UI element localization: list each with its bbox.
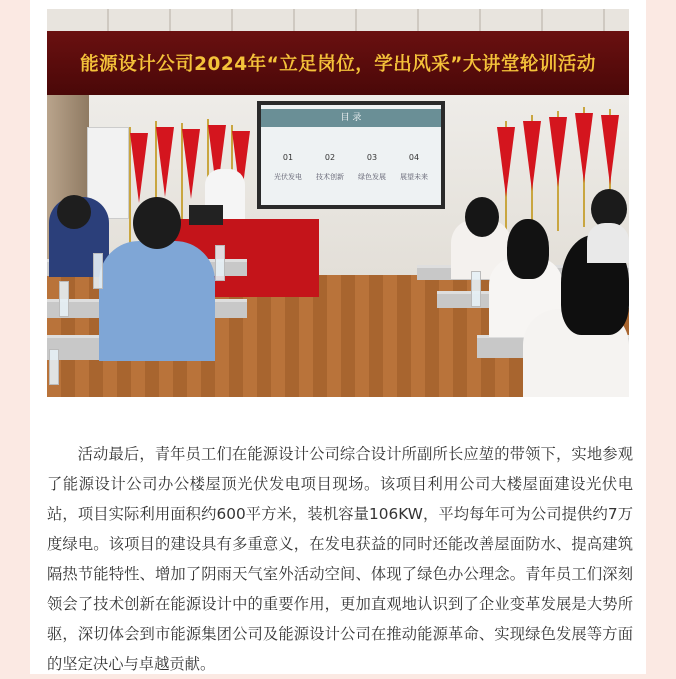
red-flag-icon [523, 121, 541, 191]
projector-screen [257, 101, 445, 209]
audience-member [587, 223, 629, 263]
article-card [30, 0, 646, 674]
banner-title: 能源设计公司2024年“立足岗位，学出风采”大讲堂轮训活动 [80, 54, 596, 75]
slide-title: 目 录 [261, 109, 441, 127]
red-flag-icon [156, 127, 174, 197]
slide-item: 04 展望未来 [400, 153, 428, 181]
red-flag-icon [182, 129, 200, 199]
red-flag-icon [601, 115, 619, 185]
laptop [189, 205, 223, 225]
water-bottle [93, 253, 103, 289]
slide-item: 02 技术创新 [316, 153, 344, 181]
red-flag-icon [130, 133, 148, 203]
audience-head [133, 197, 181, 249]
water-bottle [59, 281, 69, 317]
audience-member [99, 241, 215, 361]
event-photo [47, 9, 629, 397]
water-bottle [49, 349, 59, 385]
ceiling [47, 9, 629, 31]
red-flag-icon [497, 127, 515, 197]
water-bottle [471, 271, 481, 307]
red-flag-icon [549, 117, 567, 187]
water-bottle [215, 245, 225, 281]
audience-head [507, 219, 549, 279]
audience-head [465, 197, 499, 237]
event-banner [47, 31, 629, 95]
slide-item: 03 绿色发展 [358, 153, 386, 181]
audience-head [57, 195, 91, 229]
slide-item: 01 光伏发电 [274, 153, 302, 181]
red-flag-icon [575, 113, 593, 183]
article-paragraph: 活动最后，青年员工们在能源设计公司综合设计所副所长应堃的带领下，实地参观了能源设计公司办公楼屋顶光伏发电项目现场。该项目利用公司大楼屋面建设光伏电站，项目实际利用面积约600平方米，装机容量106KW，平均每年可为公司提供约7万度绿电。该项目的建设具有多重意义，在发电获益的同时还能改善屋面防水、提高建筑隔热节能特性、增加了阴雨天气室外活动空间、体现了绿色办公理念。青年员工们深刻领会了技术创新在能源设计中的重要作用，更加直观地认识到了企业变革发展是大势所驱，深切体会到市能源集团公司及能源设计公司在推动能源革命、实现绿色发展等方面的坚定决心与卓越贡献。 [47, 445, 633, 674]
